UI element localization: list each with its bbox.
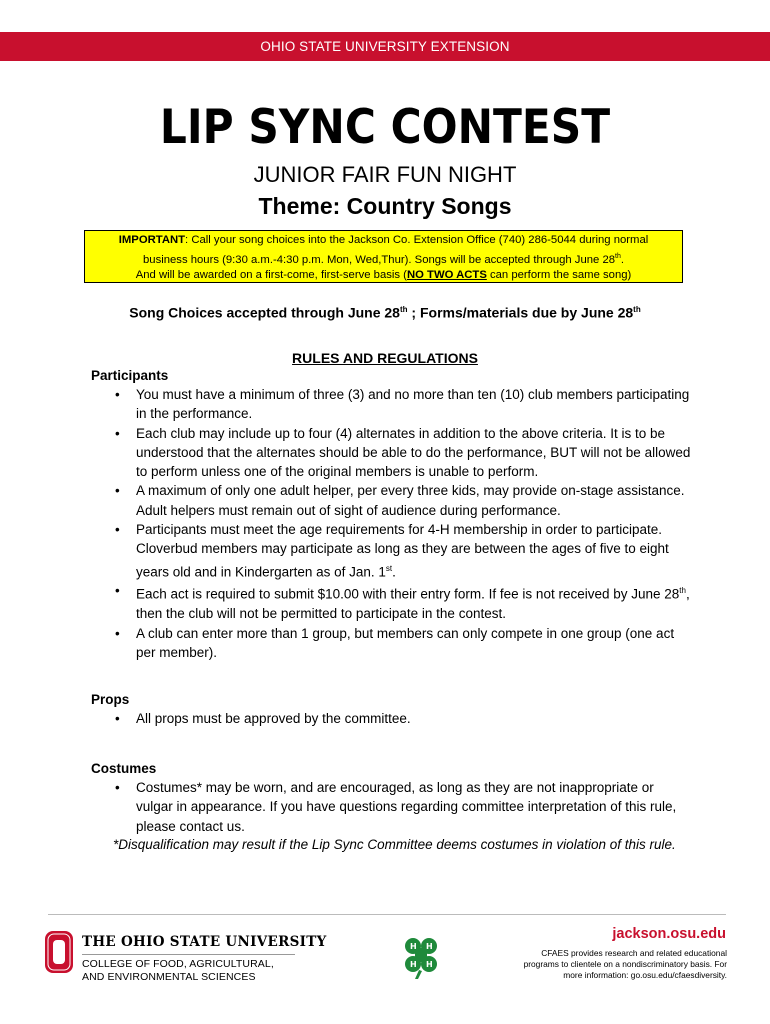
list-item: • Each club may include up to four (4) alternates in addition to the above criteria. It is to be understood that the alternates should be able to do the performance, BUT will not be allowed to perform unless one of the original members is unable to perform. (91, 424, 691, 482)
svg-text:H: H (426, 960, 433, 969)
props-list (91, 709, 691, 728)
list-item-sup: st (385, 563, 393, 573)
list-item: • Costumes* may be worn, and are encouraged, as long as they are not inappropriate or vulgar in appearance. If you have questions regarding committee interpretation of this rule, please contact us. (91, 778, 691, 836)
important-text-2b: . (620, 253, 624, 266)
svg-text:H: H (426, 942, 433, 951)
costumes-list (91, 778, 691, 836)
svg-text:H: H (410, 942, 417, 951)
costumes-section (91, 759, 691, 854)
list-item-text: Participants must meet the age requirements for 4-H membership in order to participate. Cloverbud members may participate as long as they are between the ages of five to eight years old and in Kindergarten as of Jan. 1 (136, 522, 669, 580)
list-item-sup: th (679, 586, 686, 596)
song-deadline-sup2: th (633, 305, 641, 314)
important-text-1: : Call your song choices into the Jackson Co. Extension Office (740) 286-5044 during normal (185, 234, 649, 246)
important-line-2 (85, 249, 682, 268)
website-link[interactable]: jackson.osu.edu (612, 926, 726, 942)
costumes-heading: Costumes (91, 761, 157, 776)
list-item: • All props must be approved by the committee. (91, 709, 691, 728)
important-label: IMPORTANT (118, 234, 186, 246)
4h-clover-icon (398, 934, 444, 980)
college-line-2: AND ENVIRONMENTAL SCIENCES (82, 970, 256, 983)
participants-list (91, 385, 691, 662)
theme-heading: Theme: Country Songs (258, 193, 512, 219)
university-divider (82, 954, 295, 955)
participants-heading: Participants (91, 368, 169, 383)
list-item: • You must have a minimum of three (3) and no more than ten (10) club members participating in the performance. (91, 385, 691, 424)
important-line-1 (85, 233, 682, 249)
page-subtitle: JUNIOR FAIR FUN NIGHT (253, 162, 517, 187)
list-item-text: Each act is required to submit $10.00 with their entry form. If fee is not received by June 28 (136, 586, 680, 602)
participants-section (91, 366, 691, 662)
footer-divider (48, 914, 726, 915)
list-item: • A maximum of only one adult helper, per every three kids, may provide on-stage assistance. Adult helpers must remain out of sight of audience during performance. (91, 481, 691, 520)
page-title: LIP SYNC CONTEST (159, 100, 611, 155)
song-deadline-sup1: th (399, 305, 408, 314)
list-item-text: . (392, 564, 396, 580)
list-item (91, 520, 691, 581)
props-section (91, 690, 691, 728)
important-notice-box (84, 230, 683, 283)
important-line-3 (85, 268, 682, 284)
list-item (91, 581, 691, 623)
nondiscrimination-statement: CFAES provides research and related educational programs to clientele on a nondiscriminatory basis. For more information: go.osu.edu/cfaesdiversity. (523, 948, 727, 980)
song-deadline-line (0, 300, 770, 323)
song-deadline-part1: Song Choices accepted through June 28 (129, 304, 400, 321)
disqualification-note: *Disqualification may result if the Lip Sync Committee deems costumes in violation of this rule. (113, 836, 676, 852)
important-text-2a: business hours (9:30 a.m.-4:30 p.m. Mon, Wed,Thur). Songs will be accepted through June 28 (143, 253, 616, 266)
university-name: THE OHIO STATE UNIVERSITY (82, 934, 327, 950)
props-heading: Props (91, 692, 130, 707)
important-text-3a: And will be awarded on a first-come, first-serve basis ( (135, 268, 407, 281)
important-sup-2: th (615, 252, 621, 260)
extension-banner: OHIO STATE UNIVERSITY EXTENSION (0, 32, 770, 61)
list-item: • A club can enter more than 1 group, but members can only compete in one group (one act per member). (91, 624, 691, 663)
block-o-logo-icon (44, 930, 74, 974)
svg-text:H: H (410, 960, 417, 969)
list-item-text: , then the club will not be permitted to participate in the contest. (136, 586, 690, 622)
college-line-1: COLLEGE OF FOOD, AGRICULTURAL, (82, 958, 274, 970)
college-name (82, 958, 274, 983)
important-text-3b: can perform the same song) (486, 268, 632, 281)
rules-title: RULES AND REGULATIONS (292, 350, 478, 366)
no-two-acts-emphasis: NO TWO ACTS (406, 268, 487, 281)
song-deadline-part2: ; Forms/materials due by June 28 (407, 304, 634, 321)
